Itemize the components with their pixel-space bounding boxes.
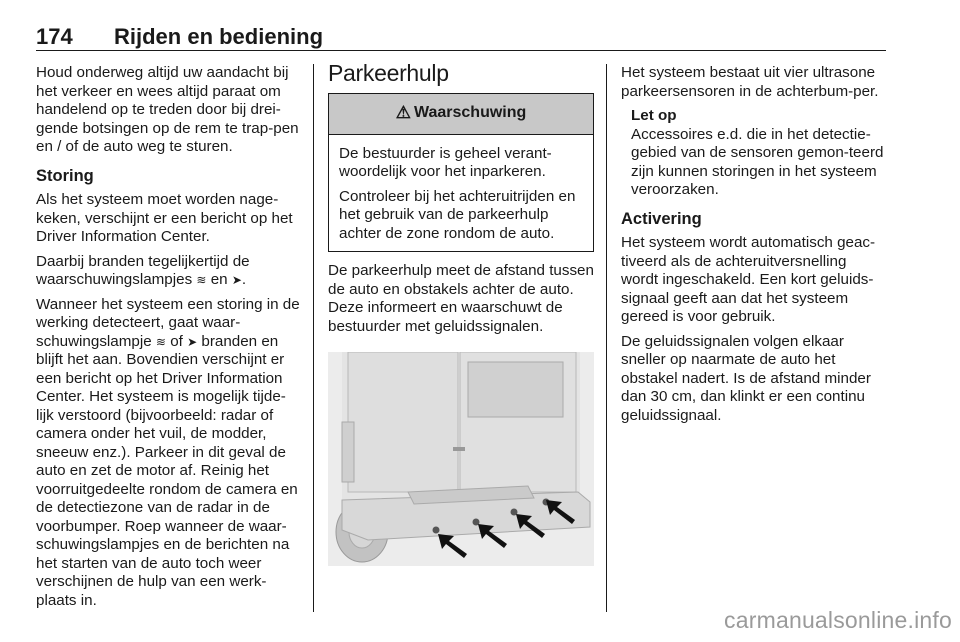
warning-triangle-icon: ⚠ <box>395 103 411 123</box>
warning-paragraph: Controleer bij het achteruitrijden en het gebruik van de parkeerhulp achter de zone rondom de auto. <box>339 187 576 242</box>
heading-storing: Storing <box>36 166 94 185</box>
section-title: Rijden en bediening <box>114 24 324 49</box>
lamps-text-b: en <box>210 271 228 288</box>
lamps-text-a: Daarbij branden tegelijkertijd de waarschuwingslampjes <box>36 252 250 288</box>
note-block <box>621 107 887 200</box>
collision-warning-icon: ➤ <box>231 273 242 287</box>
section-heading-parkeerhulp: Parkeerhulp <box>328 60 449 86</box>
column-right <box>621 64 887 431</box>
paragraph-check: Als het systeem moet worden nage-keken, verschijnt er een bericht op het Driver Information Center. <box>36 191 293 245</box>
paragraph-malfunction <box>36 296 302 611</box>
warning-body <box>329 135 593 252</box>
rear-sensors-illustration <box>328 352 594 566</box>
column-divider <box>313 64 314 612</box>
warning-box <box>328 93 594 253</box>
malfunction-text-c: branden en blijft het aan. Bovendien verschijnt er een bericht op het Driver Information Center. Het systeem is mogelijk tijde-lijk verstoord (bijvoorbeeld: radar of camera onder het vuil, de modder, sneeuw enz.). Parkeer in dit geval de auto en zet de motor af. Reinig het voorruitgedeelte rondom de camera en de detectiezone van de radar in de voorbumper. Roep wanneer de waar-schuwingslampjes en de berichten na het starten van de auto toch weer verschijnen de hulp van een werk-plaats in. <box>36 332 298 609</box>
heading-activering: Activering <box>621 209 702 228</box>
watermark: carmanualsonline.info <box>724 607 952 633</box>
page-header <box>36 20 886 50</box>
column-divider <box>606 64 607 612</box>
warning-header <box>329 94 593 135</box>
lamps-text-c: . <box>241 271 247 288</box>
collision-warning-icon: ➤ <box>187 334 198 349</box>
note-body: Accessoires e.d. die in het detectie-gebied van de sensoren gemon-teerd zijn kunnen storingen in het systeem veroorzaken. <box>631 125 884 198</box>
paragraph-parkeerhulp: De parkeerhulp meet de afstand tussen de auto en obstakels achter de auto. Deze informeert en waarschuwt de bestuurder met geluidssignalen. <box>328 262 594 335</box>
malfunction-text-b: of <box>170 332 183 350</box>
page-number: 174 <box>36 24 73 49</box>
lane-assist-icon: ≋ <box>155 334 166 349</box>
column-middle <box>328 60 594 572</box>
malfunction-text-a: Wanneer het systeem een storing in de werking detecteert, gaat waar-schuwingslampje <box>36 295 300 350</box>
warning-heading: Waarschuwing <box>413 104 527 122</box>
paragraph-activation: Het systeem wordt automatisch geac-tiveerd als de achteruitversnelling wordt ingeschakeld. Een kort geluids-signaal geeft aan dat het systeem gereed is voor gebruik. <box>621 234 876 325</box>
paragraph-attention: Houd onderweg altijd uw aandacht bij het verkeer en wees altijd paraat om handelend op te treden door bij drei-gende botsingen op de rem te trap-pen en / of de auto weg te sturen. <box>36 64 299 155</box>
paragraph-lamps <box>36 253 302 290</box>
column-left <box>36 64 302 616</box>
warning-paragraph: De bestuurder is geheel verant-woordelijk voor het inparkeren. <box>339 144 552 180</box>
note-title: Let op <box>631 107 677 124</box>
lane-assist-icon: ≋ <box>196 273 207 287</box>
paragraph-system: Het systeem bestaat uit vier ultrasone parkeersensoren in de achterbum-per. <box>621 64 879 100</box>
paragraph-signals: De geluidssignalen volgen elkaar sneller op naarmate de auto het obstakel nadert. Is de afstand minder dan 30 cm, dan klinkt er een continu geluidssignaal. <box>621 332 871 424</box>
header-divider <box>36 50 886 51</box>
